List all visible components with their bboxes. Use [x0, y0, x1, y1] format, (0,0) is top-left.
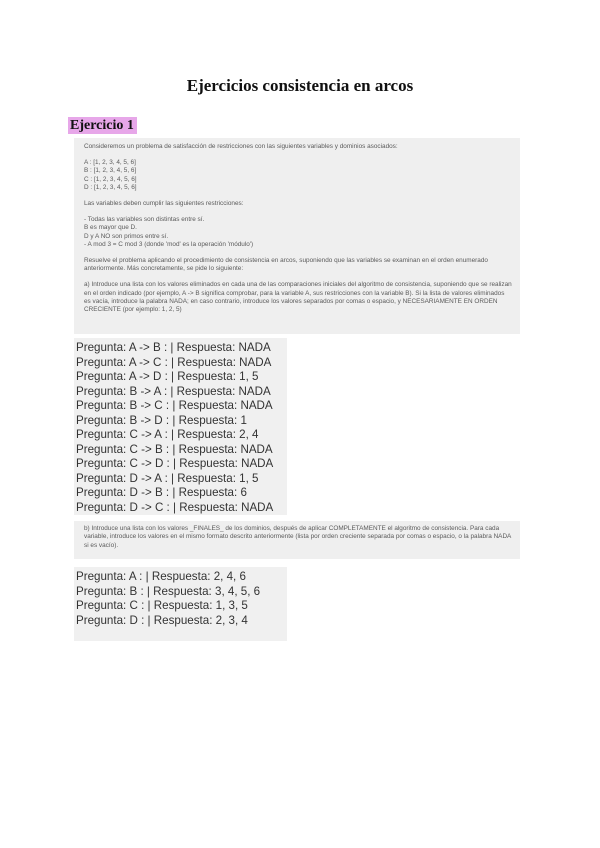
constraint-item: - A mod 3 = C mod 3 (donde 'mod' es la operación 'módulo') — [84, 240, 254, 248]
answer-row: Pregunta: D -> A : | Respuesta: 1, 5 — [76, 471, 259, 485]
answer-row: Pregunta: C : | Respuesta: 1, 3, 5 — [76, 599, 248, 613]
statement-intro: Consideremos un problema de satisfacción de restricciones con las siguientes variables y dominios asociados: — [84, 143, 398, 150]
answer-row: Pregunta: C -> A : | Respuesta: 2, 4 — [76, 428, 259, 442]
procedure-text: Resuelve el problema aplicando el procedimiento de consistencia en arcos, suponiendo que las variables se examinan en el orden enumerado anteriormente. Más concretamente, se pide lo siguiente: — [84, 257, 488, 273]
problem-statement — [74, 138, 520, 334]
constraint-item: D y A NO son primos entre sí. — [84, 232, 169, 240]
domain-c: C : [1, 2, 3, 4, 5, 6] — [84, 175, 137, 183]
part-b-statement — [74, 521, 520, 559]
answer-row: Pregunta: A -> D : | Respuesta: 1, 5 — [76, 370, 259, 384]
answer-row: Pregunta: B : | Respuesta: 3, 4, 5, 6 — [76, 584, 261, 598]
domain-b: B : [1, 2, 3, 4, 5, 6] — [84, 167, 137, 175]
part-b-text: b) Introduce una lista con los valores _FINALES_ de los dominios, después de aplicar COMPLETAMENTE el algoritmo de consistencia. Para cada variable, introduce los valores en el mismo formato descrito anteriormente (lista por orden creciente separada por comas o espacio, o la palabra NADA si es vacío). — [84, 525, 511, 549]
answers-part-b — [74, 567, 287, 641]
answers-part-a — [74, 338, 287, 515]
answer-row: Pregunta: B -> C : | Respuesta: NADA — [76, 399, 273, 413]
part-a-text: a) Introduce una lista con los valores eliminados en cada una de las comparaciones iniciales del algoritmo de consistencia, suponiendo que se realizan en el orden indicado (por ejemplo, A -> B significa comprobar, para la variable A, sus restricciones con la variable B). Si la lista de valores eliminados es vacía, introduce la palabra NADA; en caso contrario, introduce los valores separados por comas o espacio, y NECESARIAMENTE EN ORDEN CRECIENTE (por ejemplo: 1, 2, 5) — [84, 281, 512, 314]
constraint-item: - Todas las variables son distintas entre sí. — [84, 216, 205, 224]
constraint-item: B es mayor que D. — [84, 224, 137, 232]
domain-d: D : [1, 2, 3, 4, 5, 6] — [84, 183, 137, 191]
answer-row: Pregunta: D -> B : | Respuesta: 6 — [76, 486, 247, 500]
answer-row: Pregunta: B -> D : | Respuesta: 1 — [76, 413, 247, 427]
answer-row: Pregunta: D -> C : | Respuesta: NADA — [76, 501, 274, 515]
constraints-intro: Las variables deben cumplir las siguientes restricciones: — [84, 200, 244, 208]
section-heading: Ejercicio 1 — [68, 117, 137, 134]
answer-row: Pregunta: A -> C : | Respuesta: NADA — [76, 355, 272, 369]
answer-row: Pregunta: A -> B : | Respuesta: NADA — [76, 341, 271, 354]
answer-row: Pregunta: A : | Respuesta: 2, 4, 6 — [76, 570, 246, 583]
answer-row: Pregunta: C -> D : | Respuesta: NADA — [76, 457, 274, 471]
domain-a: A : [1, 2, 3, 4, 5, 6] — [84, 159, 136, 167]
answer-row: Pregunta: B -> A : | Respuesta: NADA — [76, 384, 271, 398]
answer-row: Pregunta: D : | Respuesta: 2, 3, 4 — [76, 613, 248, 627]
page-title: Ejercicios consistencia en arcos — [186, 76, 414, 95]
answer-row: Pregunta: C -> B : | Respuesta: NADA — [76, 442, 273, 456]
